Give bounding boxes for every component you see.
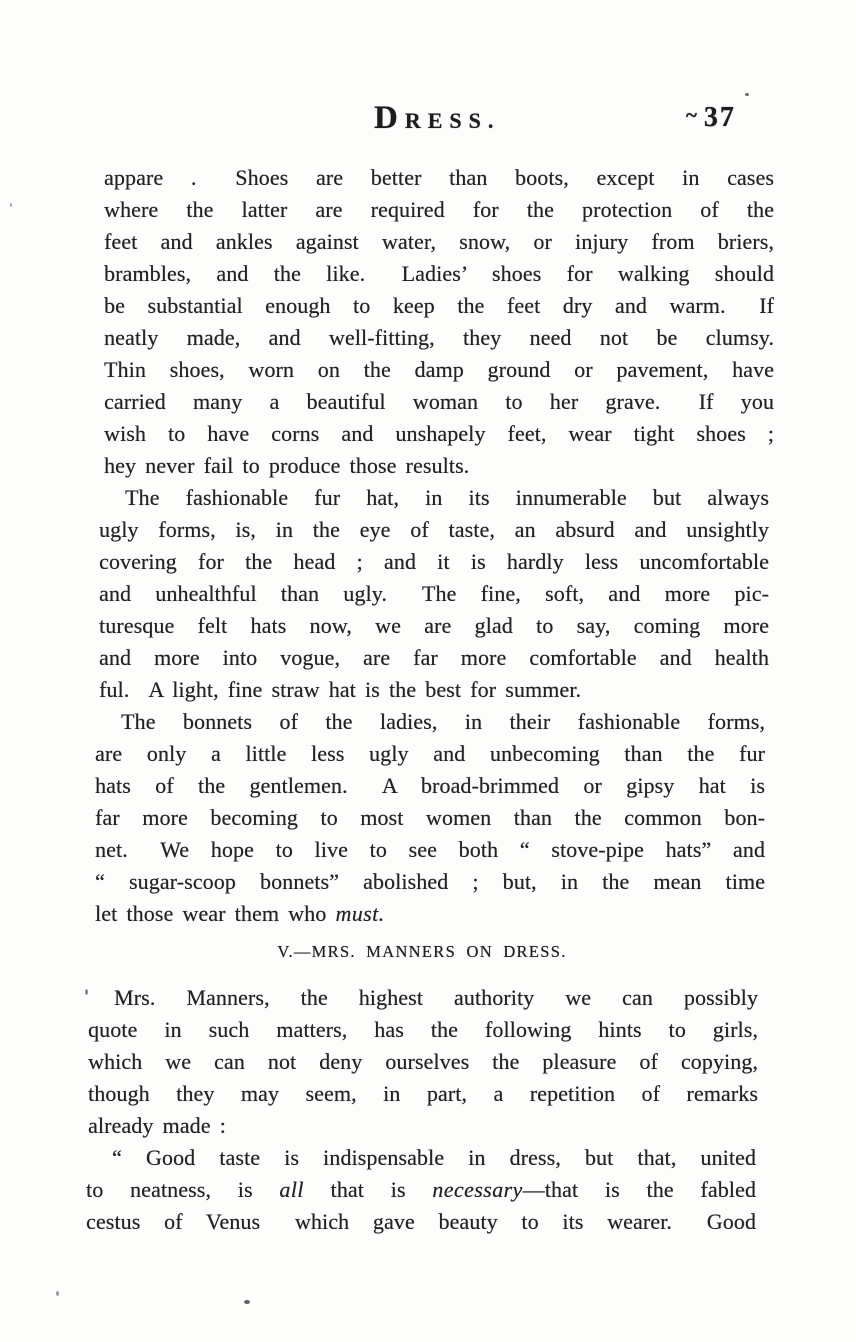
text-line: far more becoming to most women than the common bon- <box>95 805 765 830</box>
page-number <box>686 102 736 134</box>
text-line: though they may seem, in part, a repetition of remarks <box>88 1081 758 1106</box>
text-line: already made : <box>88 1113 226 1138</box>
text-line: neatly made, and well-fitting, they need not be clumsy. <box>104 325 774 350</box>
text-line: “ Good taste is indispensable in dress, but that, united <box>112 1145 756 1170</box>
ink-speck <box>85 989 88 995</box>
ink-speck <box>244 1300 250 1304</box>
text-line: The bonnets of the ladies, in their fashionable forms, <box>121 709 765 734</box>
text-line: appare . Shoes are better than boots, except in cases <box>104 165 774 190</box>
paragraph <box>99 482 769 706</box>
text-line: carried many a beautiful woman to her grave. If you <box>104 389 774 414</box>
chapter-title-rest: RESS. <box>404 108 501 133</box>
text-line: hats of the gentlemen. A broad-brimmed or gipsy hat is <box>95 773 765 798</box>
ink-speck <box>10 203 12 207</box>
page-number-value: 37 <box>703 102 736 133</box>
text-line: hey never fail to produce those results. <box>104 453 470 478</box>
paragraph <box>95 706 765 930</box>
paragraph <box>104 162 774 482</box>
running-header <box>0 100 856 136</box>
text-line: are only a little less ugly and unbecoming than the fur <box>95 741 765 766</box>
text-line: ful. A light, fine straw hat is the best for summer. <box>99 677 582 702</box>
text-line: net. We hope to live to see both “ stove-pipe hats” and <box>95 837 765 862</box>
text-line: wish to have corns and unshapely feet, wear tight shoes ; <box>104 421 774 446</box>
ink-speck <box>745 93 749 96</box>
text-line: covering for the head ; and it is hardly less uncomfortable <box>99 549 769 574</box>
ink-speck <box>56 1291 59 1296</box>
text-line: Mrs. Manners, the highest authority we can possibly <box>114 985 758 1010</box>
text-line: brambles, and the like. Ladies’ shoes for walking should <box>104 261 774 286</box>
text-line: be substantial enough to keep the feet dry and warm. If <box>104 293 774 318</box>
page-number-mark: ~ <box>686 103 697 127</box>
text-line: cestus of Venus which gave beauty to its wearer. Good <box>86 1209 756 1234</box>
text-line: “ sugar-scoop bonnets” abolished ; but, in the mean time <box>95 869 765 894</box>
text-line: quote in such matters, has the following hints to girls, <box>88 1017 758 1042</box>
text-line: and unhealthful than ugly. The fine, soft, and more pic- <box>99 581 769 606</box>
text-line: which we can not deny ourselves the pleasure of copying, <box>88 1049 758 1074</box>
chapter-title <box>374 100 500 137</box>
text-line: let those wear them who must. <box>95 901 385 926</box>
text-line: Thin shoes, worn on the damp ground or pavement, have <box>104 357 774 382</box>
text-line: to neatness, is all that is necessary—that is the fabled <box>86 1177 756 1202</box>
body-text <box>86 162 774 1238</box>
paragraph <box>88 982 758 1142</box>
text-line: where the latter are required for the protection of the <box>104 197 774 222</box>
text-line: and more into vogue, are far more comfortable and health <box>99 645 769 670</box>
text-line: turesque felt hats now, we are glad to say, coming more <box>99 613 769 638</box>
text-line: feet and ankles against water, snow, or injury from briers, <box>104 229 774 254</box>
section-heading: V.—MRS. MANNERS ON DRESS. <box>277 942 567 961</box>
chapter-title-initial: D <box>374 100 405 136</box>
text-line: ugly forms, is, in the eye of taste, an absurd and unsightly <box>99 517 769 542</box>
paragraph <box>86 1142 756 1238</box>
text-line: The fashionable fur hat, in its innumerable but always <box>125 485 769 510</box>
